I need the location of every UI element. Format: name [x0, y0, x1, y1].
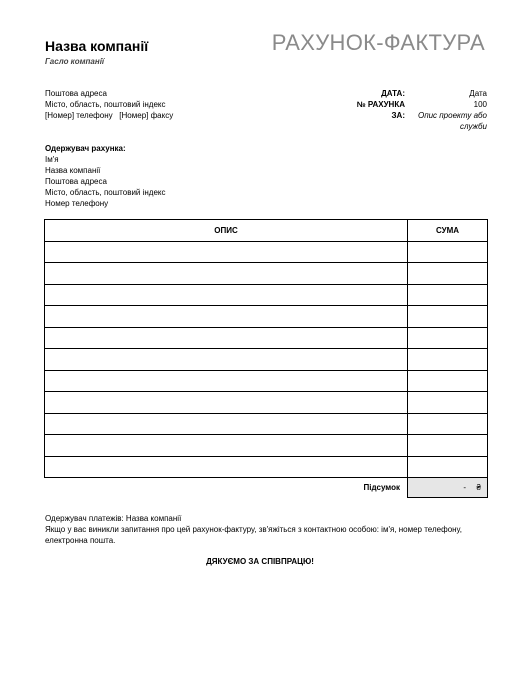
table-row [45, 241, 488, 263]
line-items-table [44, 219, 488, 478]
sender-address: Поштова адреса [45, 89, 107, 98]
thank-you-line: ДЯКУЄМО ЗА СПІВПРАЦЮ! [206, 557, 314, 566]
amount-cell[interactable] [408, 327, 488, 349]
subtotal-label: Підсумок [363, 483, 400, 492]
table-body [45, 241, 488, 478]
description-cell[interactable] [45, 263, 408, 285]
recipient-city: Місто, область, поштовий індекс [45, 188, 166, 197]
company-slogan: Гасло компанії [45, 57, 105, 66]
sender-block [45, 88, 173, 121]
table-row [45, 349, 488, 371]
amount-cell[interactable] [408, 392, 488, 414]
sender-contacts [45, 110, 173, 121]
column-header-description: ОПИС [45, 220, 408, 242]
table-row [45, 306, 488, 328]
table-row [45, 413, 488, 435]
subtotal-value: - [463, 483, 466, 492]
amount-cell[interactable] [408, 263, 488, 285]
table-row [45, 284, 488, 306]
amount-cell[interactable] [408, 435, 488, 457]
table-row [45, 327, 488, 349]
date-value: Дата [469, 89, 487, 98]
payee-line: Одержувач платежів: Назва компанії [45, 514, 182, 523]
invoice-number-value: 100 [473, 100, 487, 109]
description-cell[interactable] [45, 284, 408, 306]
amount-cell[interactable] [408, 456, 488, 478]
recipient-phone: Номер телефону [45, 199, 109, 208]
recipient-address: Поштова адреса [45, 177, 107, 186]
amount-cell[interactable] [408, 370, 488, 392]
invoice-meta-values [405, 88, 487, 132]
sender-fax: [Номер] факсу [119, 111, 174, 120]
contact-note: Якщо у вас виникли запитання про цей рахунок-фактуру, зв'яжіться з контактною особою: ім'я, номер телефону, електронна пошта. [45, 525, 462, 545]
invoice-meta-labels [330, 88, 405, 121]
table-row [45, 370, 488, 392]
description-cell[interactable] [45, 349, 408, 371]
description-cell[interactable] [45, 456, 408, 478]
description-cell[interactable] [45, 370, 408, 392]
recipient-heading: Одержувач рахунка: [45, 144, 126, 153]
table-row [45, 263, 488, 285]
description-cell[interactable] [45, 327, 408, 349]
table-row [45, 435, 488, 457]
recipient-company: Назва компанії [45, 166, 101, 175]
sender-city: Місто, область, поштовий індекс [45, 100, 166, 109]
description-cell[interactable] [45, 413, 408, 435]
amount-cell[interactable] [408, 413, 488, 435]
description-cell[interactable] [45, 392, 408, 414]
date-label: ДАТА: [381, 89, 405, 98]
description-cell[interactable] [45, 435, 408, 457]
table-header-row [45, 220, 488, 242]
subtotal-cell [407, 478, 488, 498]
amount-cell[interactable] [408, 349, 488, 371]
document-title: РАХУНОК-ФАКТУРА [271, 30, 485, 55]
description-cell[interactable] [45, 241, 408, 263]
recipient-block [45, 143, 166, 209]
sender-phone: [Номер] телефону [45, 111, 113, 120]
company-name: Назва компанії [45, 38, 149, 54]
column-header-amount: СУМА [408, 220, 488, 242]
amount-cell[interactable] [408, 284, 488, 306]
amount-cell[interactable] [408, 241, 488, 263]
recipient-name: Ім'я [45, 155, 59, 164]
description-cell[interactable] [45, 306, 408, 328]
footer-block [45, 513, 490, 546]
for-value: Опис проекту або служби [417, 111, 487, 131]
table-row [45, 392, 488, 414]
invoice-number-label: № РАХУНКА [356, 100, 405, 109]
currency-symbol: ₴ [476, 483, 481, 492]
table-row [45, 456, 488, 478]
for-label: ЗА: [391, 111, 405, 120]
amount-cell[interactable] [408, 306, 488, 328]
